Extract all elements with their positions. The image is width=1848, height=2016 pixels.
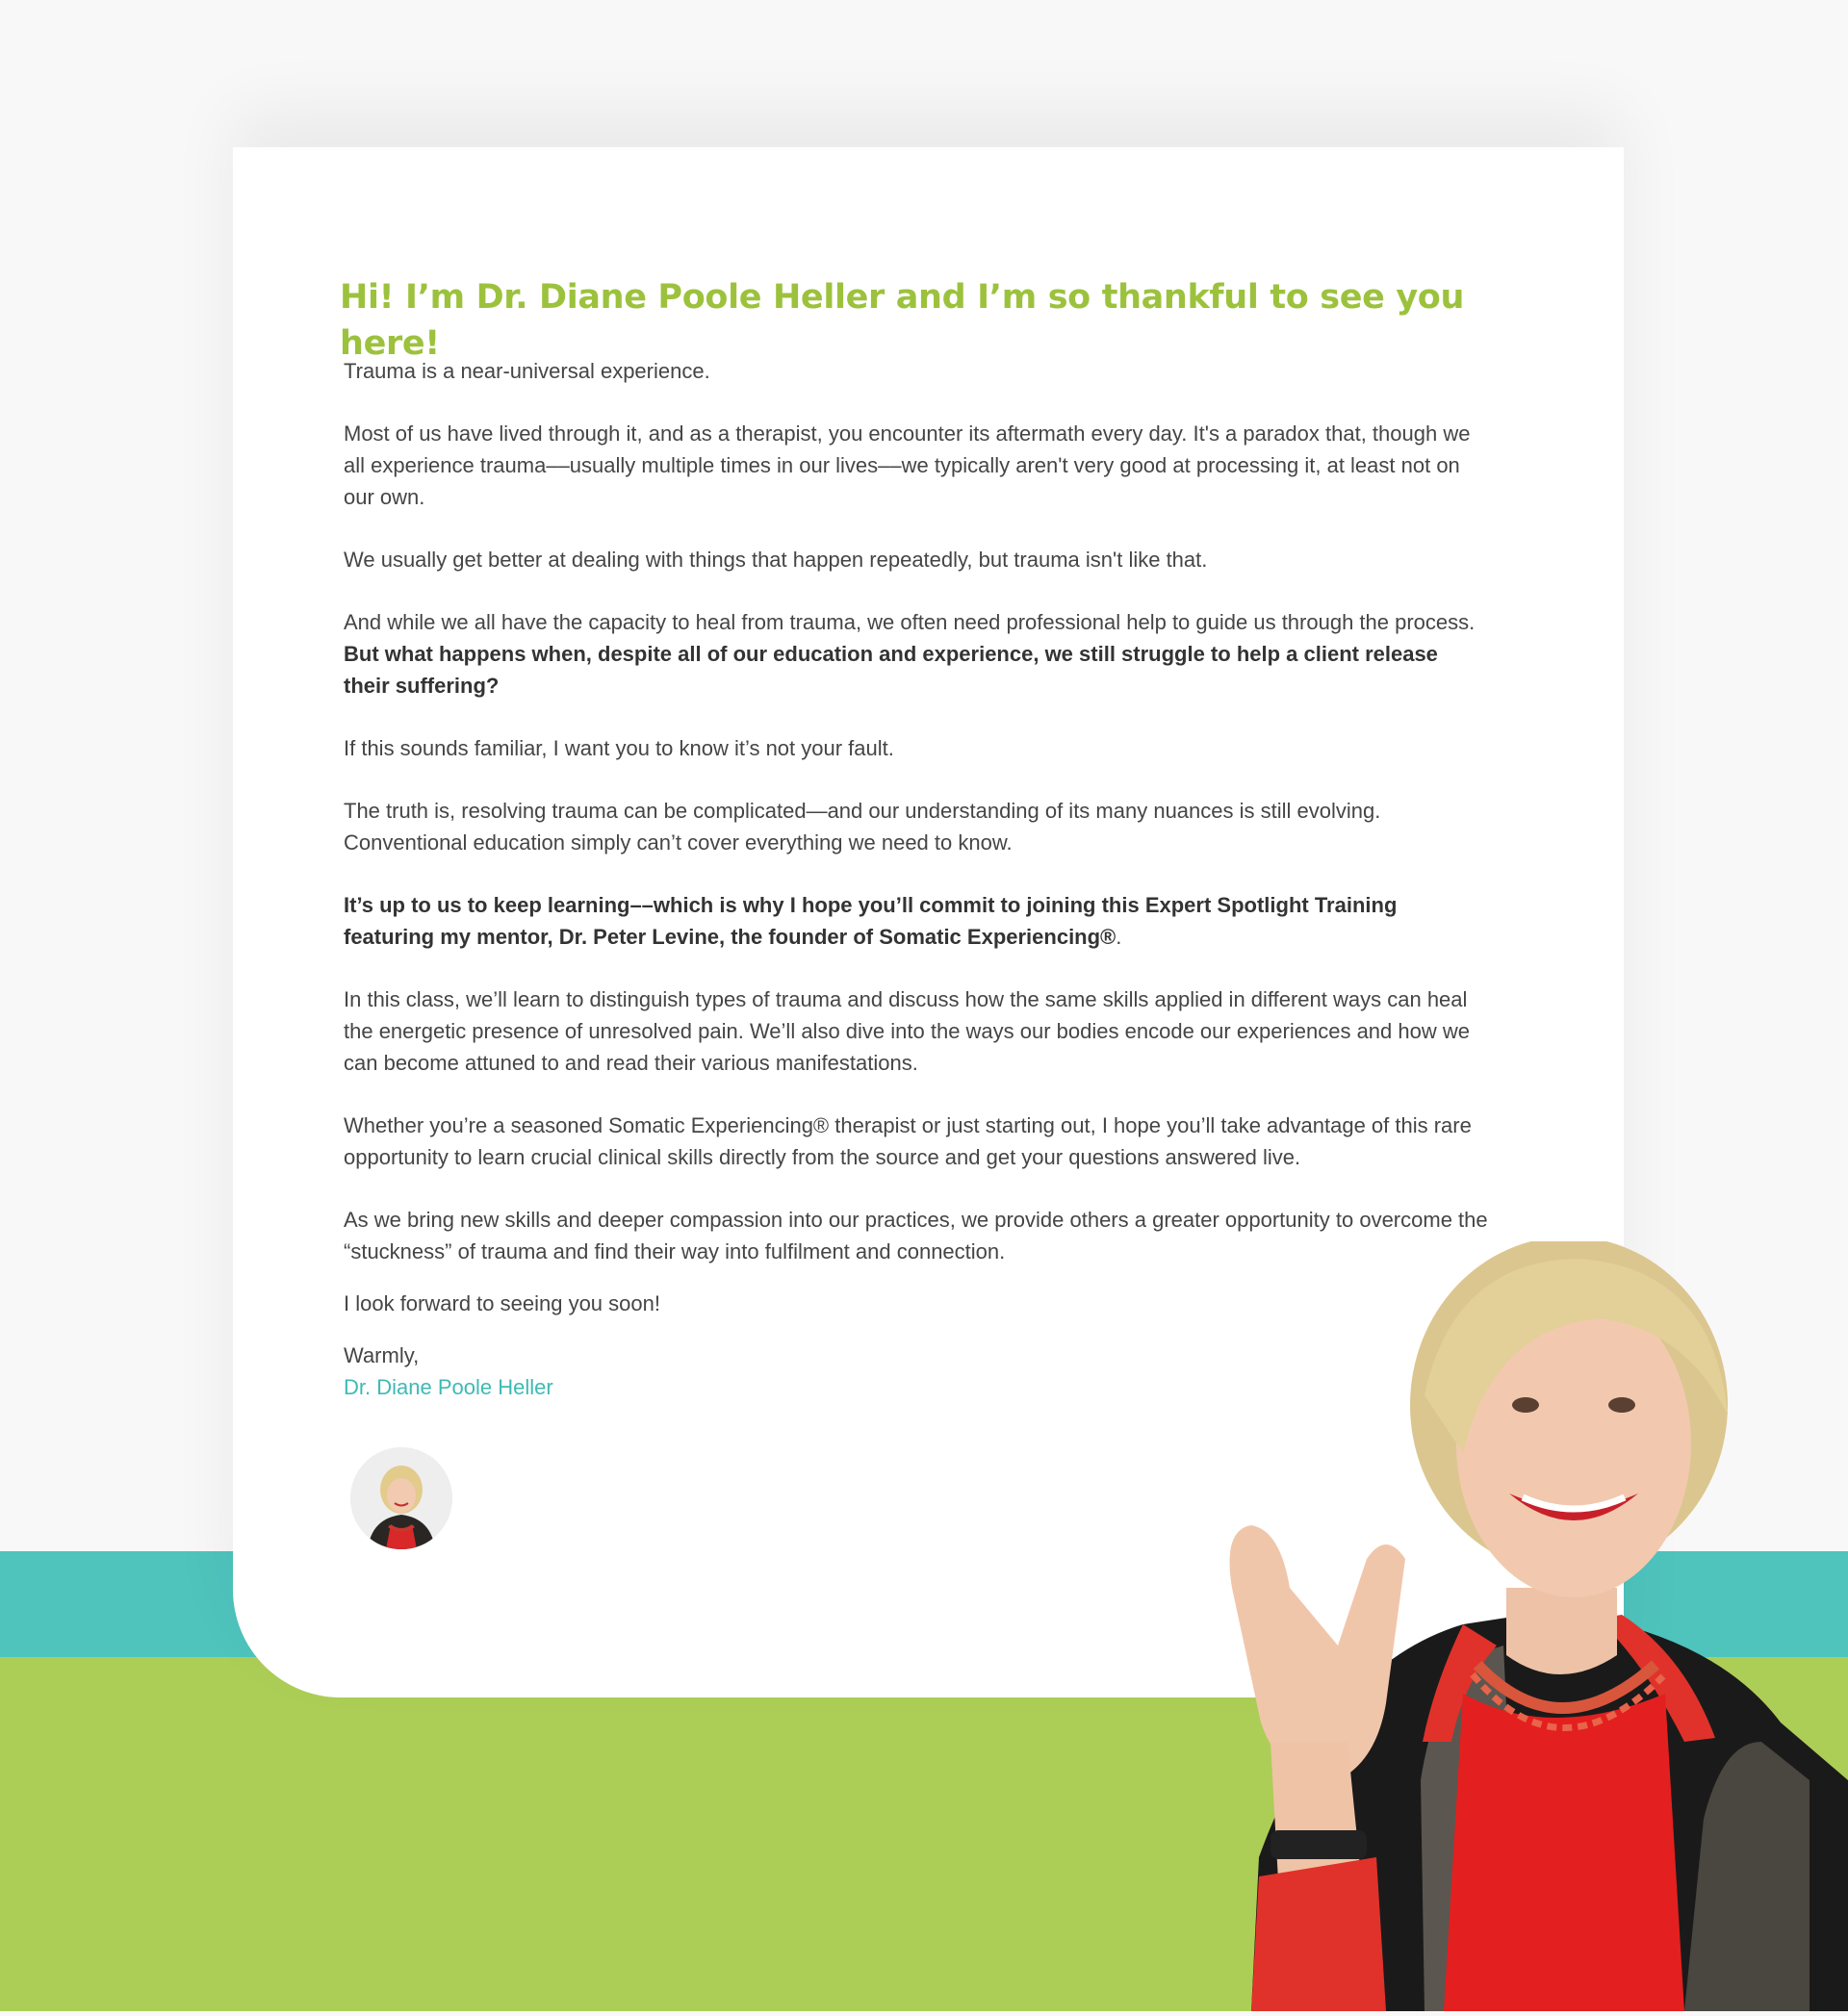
signature-closing: Warmly, — [344, 1343, 420, 1367]
paragraph — [344, 889, 1489, 953]
paragraph: We usually get better at dealing with things that happen repeatedly, but trauma isn't like that. — [344, 548, 1208, 572]
paragraph: If this sounds familiar, I want you to know it’s not your fault. — [344, 736, 894, 760]
paragraph-emphasis: But what happens when, despite all of our education and experience, we still struggle to help a client release their suffering? — [344, 642, 1438, 698]
paragraph-emphasis: It’s up to us to keep learning––which is why I hope you’ll commit to joining this Expert Spotlight Training featuring my mentor, Dr. Peter Levine, the founder of Somatic Experiencing® — [344, 893, 1398, 949]
paragraph: I look forward to seeing you soon! — [344, 1291, 660, 1315]
page-heading: Hi! I’m Dr. Diane Poole Heller and I’m so thankful to see you here! — [340, 278, 1465, 363]
paragraph: Whether you’re a seasoned Somatic Experiencing® therapist or just starting out, I hope you’ll take advantage of this rare opportunity to learn crucial clinical skills directly from the source and get your questions answered live. — [344, 1113, 1472, 1169]
paragraph-text: And while we all have the capacity to heal from trauma, we often need professional help to guide us through the process. — [344, 610, 1476, 634]
author-photo — [1145, 1241, 1848, 2011]
signature-name: Dr. Diane Poole Heller — [344, 1375, 553, 1399]
paragraph: Trauma is a near-universal experience. — [344, 359, 710, 383]
paragraph — [344, 606, 1489, 702]
paragraph-text: . — [1116, 925, 1122, 949]
paragraph: In this class, we’ll learn to distinguish types of trauma and discuss how the same skills applied in different ways can heal the energetic presence of unresolved pain. We’ll also dive into the ways our bodies encode our experiences and how we can become attuned to and read their various manifestations. — [344, 987, 1470, 1075]
author-avatar — [350, 1447, 452, 1549]
paragraph: As we bring new skills and deeper compassion into our practices, we provide others a greater opportunity to overcome the “stuckness” of trauma and find their way into fulfilment and connection. — [344, 1208, 1488, 1263]
paragraph: The truth is, resolving trauma can be complicated—and our understanding of its many nuances is still evolving. Conventional education simply can’t cover everything we need to know. — [344, 799, 1381, 855]
paragraph: Most of us have lived through it, and as a therapist, you encounter its aftermath every day. It's a paradox that, though we all experience trauma––usually multiple times in our lives––we typically aren't very good at processing it, at least not on our own. — [344, 421, 1471, 509]
